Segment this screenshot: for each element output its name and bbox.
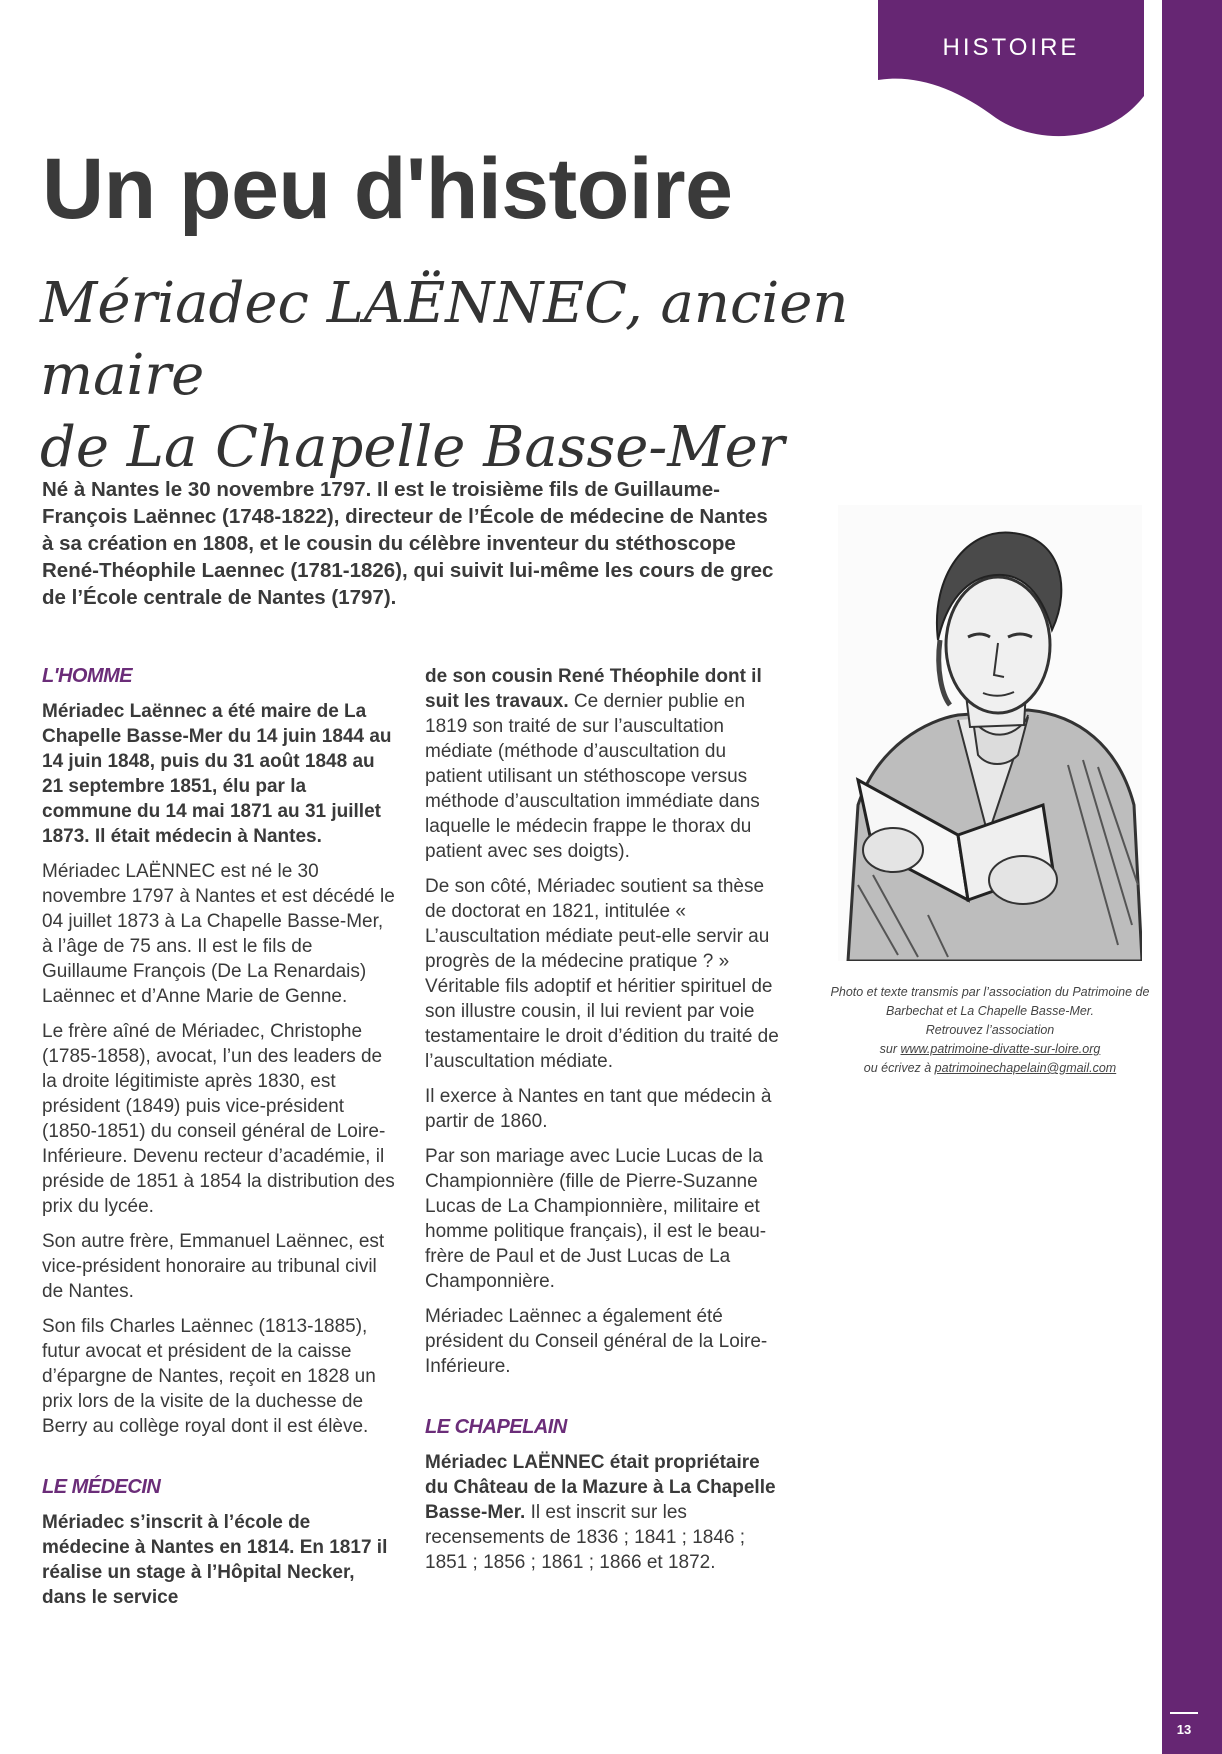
homme-paragraph-2: Le frère aîné de Mériadec, Christophe (1785-1858), avocat, l’un des leaders de la droite légitimiste après 1830, est président (1849) puis vice-président (1850-1851) du conseil général de Loire-Inférieure. Devenu recteur d’académie, il préside de 1851 à 1854 la distribution des prix du lycée.	[42, 1021, 395, 1217]
caption-line-4	[820, 1040, 1160, 1059]
subtitle-line-1: Mériadec LAËNNEC, ancien maire	[40, 271, 849, 408]
website-link[interactable]: www.patrimoine-divatte-sur-loire.org	[900, 1042, 1101, 1056]
section-heading-homme: L'HOMME	[42, 665, 133, 687]
chapelain-lead: Mériadec LAËNNEC était propriétaire du Château de la Mazure à La Chapelle Basse-Mer.	[425, 1452, 776, 1523]
caption-line-2: Barbechat et La Chapelle Basse-Mer.	[886, 1004, 1094, 1018]
medecin-paragraph-1	[425, 664, 781, 864]
photo-caption	[820, 983, 1160, 1078]
medecin-paragraph-4: Par son mariage avec Lucie Lucas de la Championnière (fille de Pierre-Suzanne Lucas de La Championnière, militaire et homme politique français), il est le beau-frère de Paul et de Just Lucas de La Champonnière.	[425, 1146, 767, 1292]
section-tab-label: HISTOIRE	[942, 34, 1080, 61]
homme-lead: Mériadec Laënnec a été maire de La Chapelle Basse-Mer du 14 juin 1844 au 14 juin 1848, puis du 31 août 1848 au 21 septembre 1851, élu par la commune du 14 mai 1871 au 31 juillet 1873. Il était médecin à Nantes.	[42, 701, 392, 847]
caption-website-prefix: sur	[879, 1042, 901, 1056]
medecin-lead-part-1: Mériadec s’inscrit à l’école de médecine à Nantes en 1814. En 1817 il réalise un stage à l’Hôpital Necker, dans le service	[42, 1512, 388, 1608]
page-number: 13	[1176, 1722, 1192, 1737]
medecin-paragraph-5: Mériadec Laënnec a également été président du Conseil général de la Loire-Inférieure.	[425, 1306, 768, 1377]
section-heading-chapelain: LE CHAPELAIN	[425, 1416, 567, 1438]
chapelain-paragraph	[425, 1450, 781, 1575]
medecin-paragraph-2: De son côté, Mériadec soutient sa thèse de doctorat en 1821, intitulée « L’auscultation médiate peut-elle servir au progrès de la médecine pratique ? » Véritable fils adoptif et héritier spirituel de son illustre cousin, il lui revient par voie testamentaire le droit d’édition du traité de l’auscultation médiate.	[425, 876, 779, 1072]
page-title: Un peu d'histoire	[42, 141, 733, 237]
email-link[interactable]: patrimoinechapelain@gmail.com	[934, 1061, 1117, 1075]
homme-paragraph-1: Mériadec LAËNNEC est né le 30 novembre 1797 à Nantes et est décédé le 04 juillet 1873 à La Chapelle Basse-Mer, à l’âge de 75 ans. Il est le fils de Guillaume François (De La Renardais) Laënnec et d’Anne Marie de Genne.	[42, 861, 395, 1007]
caption-email-prefix: ou écrivez à	[863, 1061, 935, 1075]
caption-line-3: Retrouvez l’association	[925, 1023, 1055, 1037]
section-tab-shape	[876, 0, 1146, 140]
medecin-paragraph-3: Il exerce à Nantes en tant que médecin à partir de 1860.	[425, 1086, 772, 1132]
homme-paragraph-3: Son autre frère, Emmanuel Laënnec, est vice-président honoraire au tribunal civil de Nantes.	[42, 1231, 385, 1302]
column-2	[425, 664, 781, 1585]
subtitle-line-2: de La Chapelle Basse-Mer	[40, 415, 785, 480]
medecin-paragraph-1-text: Ce dernier publie en 1819 son traité de sur l’auscultation médiate (méthode d’auscultation du patient utilisant un stéthoscope versus méthode d’auscultation immédiate dans laquelle le médecin frappe le thorax du patient avec ses doigts).	[425, 691, 760, 862]
caption-line-5	[820, 1059, 1160, 1078]
side-bar	[1162, 0, 1222, 1754]
intro-paragraph: Né à Nantes le 30 novembre 1797. Il est le troisième fils de Guillaume-François Laënnec (1748-1822), directeur de l’École de médecine de Nantes à sa création en 1808, et le cousin du célèbre inventeur du stéthoscope René-Théophile Laennec (1781-1826), qui suivit lui-même les cours de grec de l’École centrale de Nantes (1797).	[42, 478, 774, 609]
homme-paragraph-4: Son fils Charles Laënnec (1813-1885), futur avocat et président de la caisse d’épargne de Nantes, reçoit en 1828 un prix lors de la visite de la duchesse de Berry au collège royal dont il est élève.	[42, 1316, 376, 1437]
chapelain-text: Il est inscrit sur les recensements de 1836 ; 1841 ; 1846 ; 1851 ; 1856 ; 1861 ; 1866 et 1872.	[425, 1502, 746, 1573]
caption-line-1: Photo et texte transmis par l’association du Patrimoine de	[830, 985, 1150, 999]
section-heading-medecin: LE MÉDECIN	[42, 1476, 161, 1498]
medecin-lead-part-2: de son cousin René Théophile dont il suit les travaux.	[425, 666, 762, 712]
page-subtitle	[40, 268, 920, 484]
portrait-engraving-image	[838, 505, 1142, 961]
column-1	[42, 664, 398, 1620]
page-number-rule	[1170, 1712, 1198, 1714]
